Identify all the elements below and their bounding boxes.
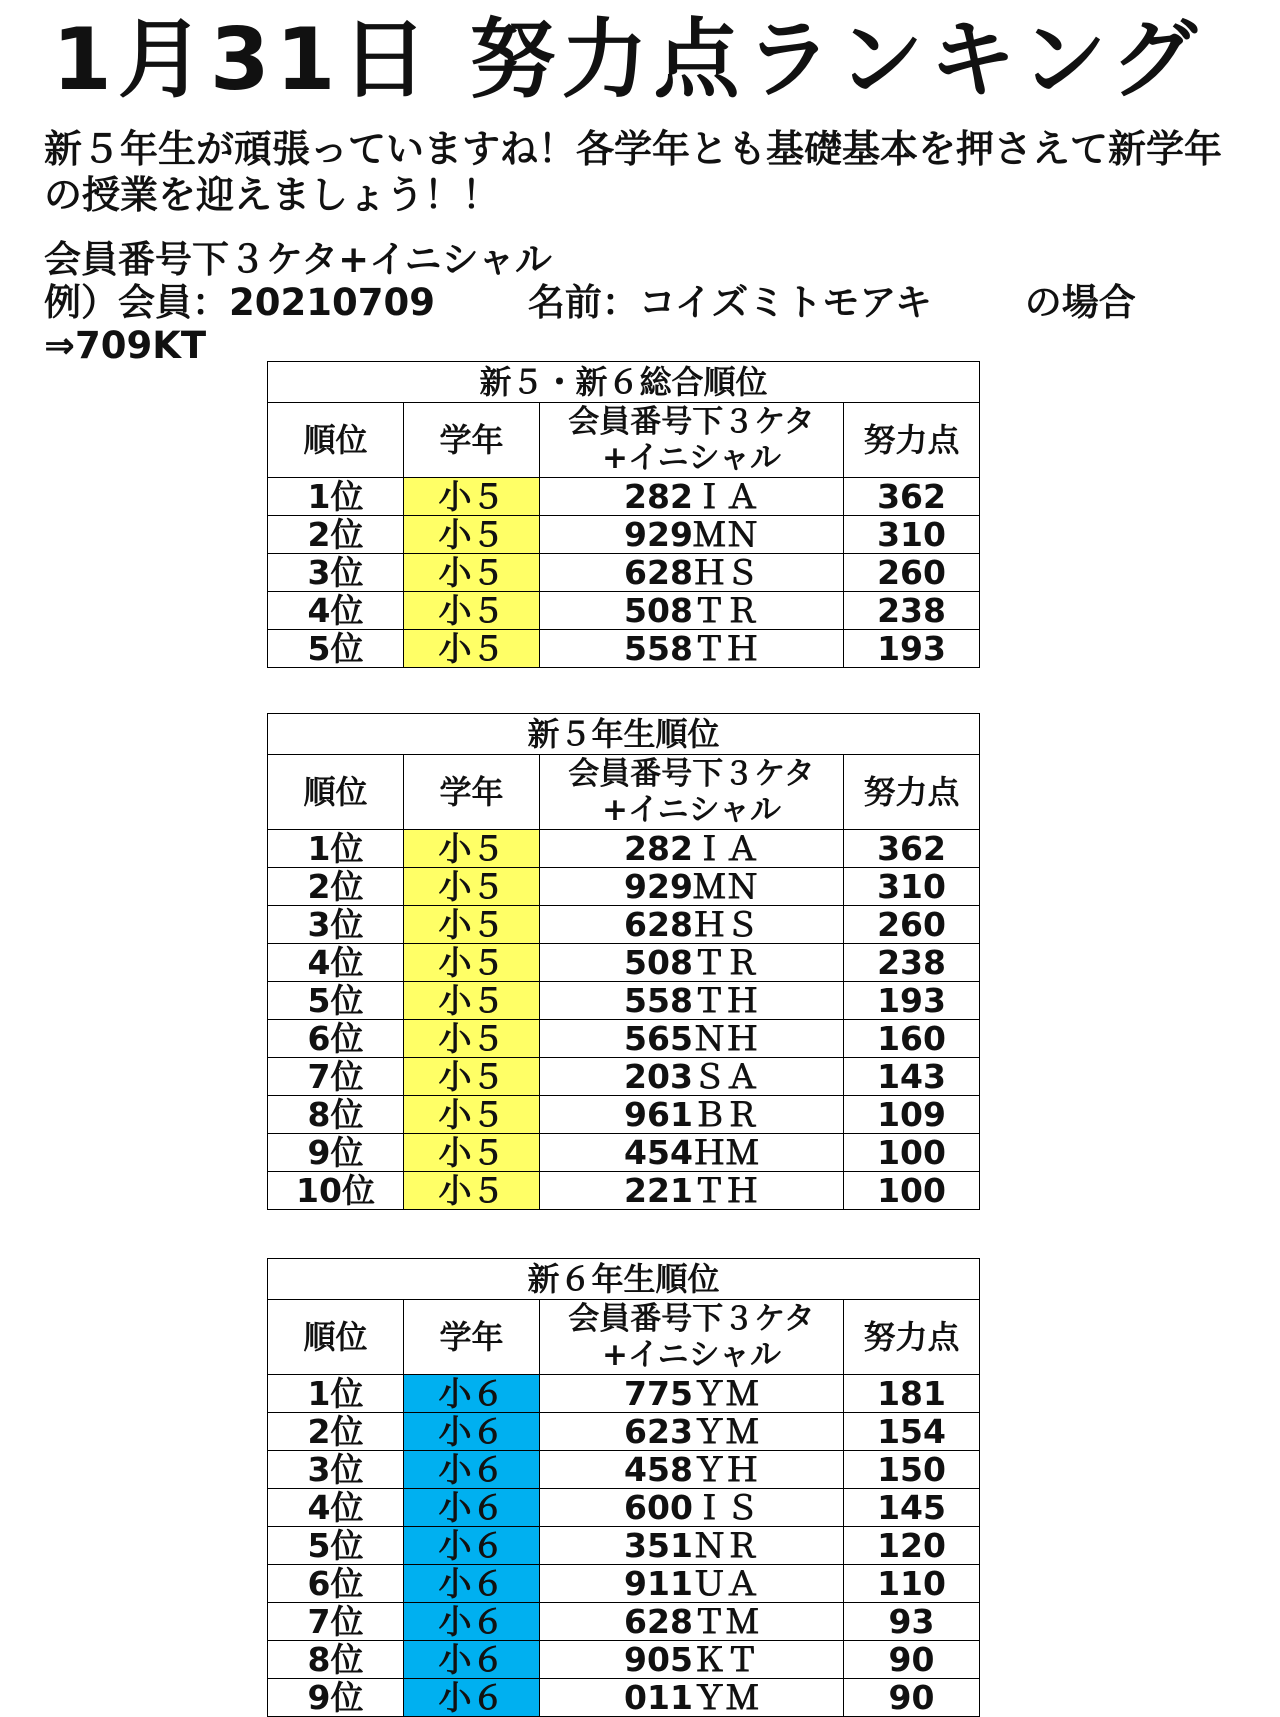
rank-cell: 5位: [268, 1527, 404, 1565]
grade-cell: 小６: [404, 1413, 540, 1451]
id-format-label: 会員番号下３ケタ+イニシャル: [44, 238, 552, 281]
table-row: [268, 630, 980, 668]
points-cell: 110: [844, 1565, 980, 1603]
header-points: 努力点: [844, 403, 980, 478]
member-id-cell: 905ＫＴ: [540, 1641, 844, 1679]
table-row: [268, 1413, 980, 1451]
points-cell: 193: [844, 630, 980, 668]
member-id-cell: 565ＮＨ: [540, 1020, 844, 1058]
grade-cell: 小６: [404, 1451, 540, 1489]
example-result: ⇒709KT: [44, 324, 207, 367]
points-cell: 145: [844, 1489, 980, 1527]
table-row: [268, 516, 980, 554]
member-id-cell: 221ＴＨ: [540, 1172, 844, 1210]
rank-cell: 3位: [268, 906, 404, 944]
table-row: [268, 1096, 980, 1134]
rank-cell: 8位: [268, 1096, 404, 1134]
grade-cell: 小５: [404, 630, 540, 668]
overall-ranking-table: [267, 361, 980, 668]
grade-cell: 小５: [404, 1134, 540, 1172]
table-row: [268, 1565, 980, 1603]
table-caption: 新６年生順位: [268, 1259, 980, 1300]
member-id-cell: 508ＴＲ: [540, 592, 844, 630]
table-row: [268, 1172, 980, 1210]
table-row: [268, 1020, 980, 1058]
rank-cell: 1位: [268, 1375, 404, 1413]
points-cell: 238: [844, 592, 980, 630]
table-row: [268, 982, 980, 1020]
header-member-id: 会員番号下３ケタ+イニシャル: [540, 755, 844, 830]
points-cell: 310: [844, 868, 980, 906]
rank-cell: 6位: [268, 1020, 404, 1058]
grade-cell: 小５: [404, 868, 540, 906]
header-points: 努力点: [844, 1300, 980, 1375]
member-id-cell: 282ＩＡ: [540, 830, 844, 868]
points-cell: 120: [844, 1527, 980, 1565]
intro-message: 新５年生が頑張っていますね！各学年とも基礎基本を押さえて新学年の授業を迎えましょう！！: [44, 127, 1223, 217]
points-cell: 90: [844, 1679, 980, 1717]
table-row: [268, 830, 980, 868]
grade-cell: 小５: [404, 830, 540, 868]
table-row: [268, 1058, 980, 1096]
rank-cell: 8位: [268, 1641, 404, 1679]
member-id-cell: 600ＩＳ: [540, 1489, 844, 1527]
table-row: [268, 906, 980, 944]
points-cell: 150: [844, 1451, 980, 1489]
member-id-cell: 628ＨＳ: [540, 906, 844, 944]
rank-cell: 5位: [268, 982, 404, 1020]
rank-cell: 3位: [268, 1451, 404, 1489]
table-body: [268, 830, 980, 1210]
table-row: [268, 1134, 980, 1172]
table-body: [268, 1375, 980, 1717]
rank-cell: 3位: [268, 554, 404, 592]
member-id-cell: 628ＴＭ: [540, 1603, 844, 1641]
points-cell: 310: [844, 516, 980, 554]
table-caption: 新５年生順位: [268, 714, 980, 755]
rank-cell: 7位: [268, 1603, 404, 1641]
member-id-cell: 508ＴＲ: [540, 944, 844, 982]
grade-cell: 小６: [404, 1641, 540, 1679]
example-member-number: 例）会員：20210709: [44, 281, 435, 324]
member-id-cell: 282ＩＡ: [540, 478, 844, 516]
member-id-cell: 011ＹＭ: [540, 1679, 844, 1717]
table-row: [268, 478, 980, 516]
member-id-cell: 558ＴＨ: [540, 982, 844, 1020]
rank-cell: 2位: [268, 868, 404, 906]
header-grade: 学年: [404, 755, 540, 830]
header-member-id: 会員番号下３ケタ+イニシャル: [540, 1300, 844, 1375]
table-row: [268, 554, 980, 592]
rank-cell: 4位: [268, 592, 404, 630]
table-row: [268, 1375, 980, 1413]
rank-cell: 9位: [268, 1679, 404, 1717]
grade-cell: 小５: [404, 944, 540, 982]
member-id-cell: 458ＹＨ: [540, 1451, 844, 1489]
points-cell: 154: [844, 1413, 980, 1451]
rank-cell: 2位: [268, 516, 404, 554]
table-row: [268, 1489, 980, 1527]
grade-cell: 小６: [404, 1489, 540, 1527]
member-id-cell: 911ＵＡ: [540, 1565, 844, 1603]
header-grade: 学年: [404, 1300, 540, 1375]
table-row: [268, 1527, 980, 1565]
table-row: [268, 1641, 980, 1679]
grade-cell: 小５: [404, 982, 540, 1020]
rank-cell: 7位: [268, 1058, 404, 1096]
points-cell: 90: [844, 1641, 980, 1679]
table-row: [268, 592, 980, 630]
grade-cell: 小５: [404, 1058, 540, 1096]
points-cell: 181: [844, 1375, 980, 1413]
header-rank: 順位: [268, 1300, 404, 1375]
grade-cell: 小６: [404, 1679, 540, 1717]
example-name: 名前：コイズミトモアキ: [527, 281, 932, 324]
table-row: [268, 868, 980, 906]
grade-cell: 小５: [404, 1096, 540, 1134]
points-cell: 362: [844, 830, 980, 868]
member-id-cell: 929ＭＮ: [540, 516, 844, 554]
points-cell: 260: [844, 906, 980, 944]
grade-cell: 小５: [404, 516, 540, 554]
table-row: [268, 1603, 980, 1641]
grade-cell: 小５: [404, 906, 540, 944]
member-id-cell: 623ＹＭ: [540, 1413, 844, 1451]
member-id-cell: 775ＹＭ: [540, 1375, 844, 1413]
table-body: [268, 478, 980, 668]
rank-cell: 5位: [268, 630, 404, 668]
grade-cell: 小５: [404, 478, 540, 516]
table-caption: 新５・新６総合順位: [268, 362, 980, 403]
header-grade: 学年: [404, 403, 540, 478]
member-id-cell: 929ＭＮ: [540, 868, 844, 906]
header-points: 努力点: [844, 755, 980, 830]
rank-cell: 4位: [268, 1489, 404, 1527]
grade-cell: 小５: [404, 554, 540, 592]
grade-cell: 小５: [404, 1020, 540, 1058]
table-row: [268, 944, 980, 982]
grade-cell: 小５: [404, 1172, 540, 1210]
example-suffix: の場合: [1024, 281, 1136, 324]
points-cell: 93: [844, 1603, 980, 1641]
header-rank: 順位: [268, 403, 404, 478]
rank-cell: 10位: [268, 1172, 404, 1210]
rank-cell: 1位: [268, 478, 404, 516]
member-id-cell: 628ＨＳ: [540, 554, 844, 592]
member-id-cell: 351ＮＲ: [540, 1527, 844, 1565]
member-id-cell: 558ＴＨ: [540, 630, 844, 668]
rank-cell: 9位: [268, 1134, 404, 1172]
grade-cell: 小６: [404, 1375, 540, 1413]
header-rank: 順位: [268, 755, 404, 830]
points-cell: 143: [844, 1058, 980, 1096]
member-id-cell: 203ＳＡ: [540, 1058, 844, 1096]
id-format-example: [44, 281, 1136, 324]
points-cell: 160: [844, 1020, 980, 1058]
grade-cell: 小６: [404, 1565, 540, 1603]
grade-cell: 小５: [404, 592, 540, 630]
grade-cell: 小６: [404, 1527, 540, 1565]
id-format-explanation: [44, 238, 1136, 367]
table-row: [268, 1679, 980, 1717]
member-id-cell: 454ＨＭ: [540, 1134, 844, 1172]
table-row: [268, 1451, 980, 1489]
rank-cell: 1位: [268, 830, 404, 868]
points-cell: 193: [844, 982, 980, 1020]
points-cell: 100: [844, 1134, 980, 1172]
grade6-ranking-table: [267, 1258, 980, 1717]
grade-cell: 小６: [404, 1603, 540, 1641]
points-cell: 238: [844, 944, 980, 982]
grade5-ranking-table: [267, 713, 980, 1210]
rank-cell: 6位: [268, 1565, 404, 1603]
header-member-id: 会員番号下３ケタ+イニシャル: [540, 403, 844, 478]
points-cell: 100: [844, 1172, 980, 1210]
member-id-cell: 961ＢＲ: [540, 1096, 844, 1134]
page-title: 1月31日 努力点ランキング: [52, 10, 1203, 110]
points-cell: 362: [844, 478, 980, 516]
rank-cell: 2位: [268, 1413, 404, 1451]
rank-cell: 4位: [268, 944, 404, 982]
points-cell: 260: [844, 554, 980, 592]
points-cell: 109: [844, 1096, 980, 1134]
